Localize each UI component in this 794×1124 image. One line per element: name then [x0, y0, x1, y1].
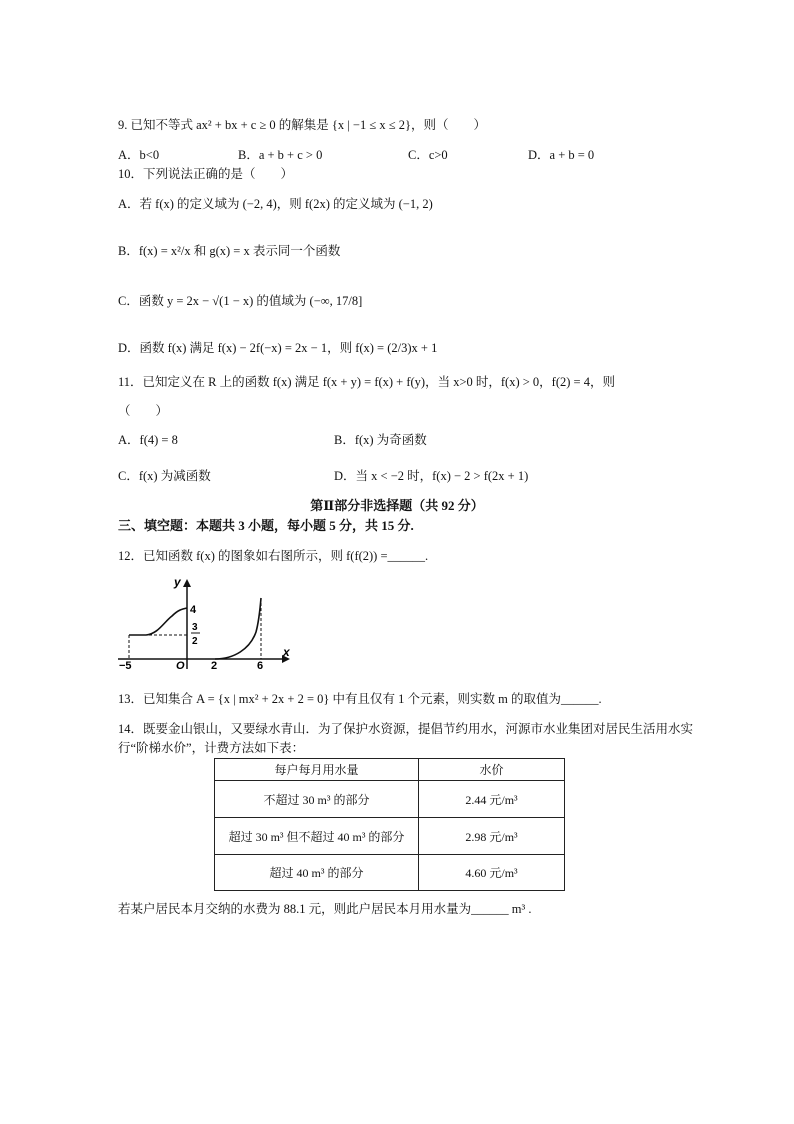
section3-title: 三、填空题：本题共 3 小题，每小题 5 分，共 15 分.	[118, 518, 414, 533]
y-label: y	[174, 575, 181, 589]
table-row	[215, 818, 565, 855]
table-cell: 超过 30 m³ 但不超过 40 m³ 的部分	[215, 818, 419, 855]
q13-stem: 13．已知集合 A = {x | mx² + 2x + 2 = 0} 中有且仅有 1 个元素，则实数 m 的取值为______.	[118, 692, 602, 706]
table-row	[215, 855, 565, 891]
q12-stem: 12．已知函数 f(x) 的图象如右图所示，则 f(f(2)) =______.	[118, 549, 429, 563]
table-header: 每户每月用水量	[215, 759, 419, 781]
q9-option-d: D．a + b = 0	[528, 148, 595, 162]
table-header-row	[215, 759, 565, 781]
q9-option-b: B．a + b + c > 0	[238, 148, 323, 162]
origin-label: O	[176, 660, 185, 670]
q11-option-c: C．f(x) 为减函数	[118, 469, 211, 483]
label-4: 4	[190, 604, 197, 616]
table-cell: 不超过 30 m³ 的部分	[215, 781, 419, 818]
table-cell: 2.98 元/m³	[419, 818, 565, 855]
tick-6: 6	[257, 660, 264, 670]
tick-minus5: −5	[119, 660, 132, 670]
q14-line1: 14．既要金山银山，又要绿水青山．为了保护水资源，提倡节约用水，河源市水业集团对居民生活用水实	[118, 722, 694, 736]
water-price-table	[214, 758, 565, 891]
q14-line2: 行“阶梯水价”，计费方法如下表：	[118, 741, 305, 755]
left-curve	[129, 608, 187, 635]
label-3-2-denominator: 2	[192, 636, 198, 647]
q10-stem: 10．下列说法正确的是（ ）	[118, 167, 294, 181]
q14-after: 若某户居民本月交纳的水费为 88.1 元，则此户居民本月用水量为______ m³ .	[118, 902, 532, 916]
tick-2: 2	[211, 660, 218, 670]
q11-option-a: A．f(4) = 8	[118, 433, 178, 447]
q10-option-b: B．f(x) = x²/x 和 g(x) = x 表示同一个函数	[118, 244, 341, 258]
table-header: 水价	[419, 759, 565, 781]
q10-option-a: A．若 f(x) 的定义域为 (−2, 4)，则 f(2x) 的定义域为 (−1, 2)	[118, 197, 433, 211]
table-row	[215, 781, 565, 818]
q11-option-d: D．当 x < −2 时，f(x) − 2 > f(2x + 1)	[334, 469, 529, 483]
q10-option-d: D．函数 f(x) 满足 f(x) − 2f(−x) = 2x − 1，则 f(x) = (2/3)x + 1	[118, 341, 438, 355]
table-cell: 4.60 元/m³	[419, 855, 565, 891]
right-curve	[215, 598, 261, 659]
table-cell: 2.44 元/m³	[419, 781, 565, 818]
label-3-2-numerator: 3	[192, 622, 198, 633]
y-axis-arrow	[183, 579, 191, 587]
x-label: x	[283, 645, 290, 659]
q11-stem: 11．已知定义在 R 上的函数 f(x) 满足 f(x + y) = f(x) + f(y)，当 x>0 时，f(x) > 0，f(2) = 4，则	[118, 375, 615, 389]
function-graph	[116, 574, 296, 670]
q9-option-a: A．b<0	[118, 148, 160, 162]
q9-stem: 9. 已知不等式 ax² + bx + c ≥ 0 的解集是 {x | −1 ≤ x ≤ 2}，则（ ）	[118, 118, 486, 132]
q10-option-c: C．函数 y = 2x − √(1 − x) 的值域为 (−∞, 17/8]	[118, 294, 363, 308]
q9-option-c: C．c>0	[408, 148, 448, 162]
q11-stem-continued: （ ）	[118, 404, 169, 418]
q11-option-b: B．f(x) 为奇函数	[334, 433, 427, 447]
table-cell: 超过 40 m³ 的部分	[215, 855, 419, 891]
part2-title: 第Ⅱ部分非选择题（共 92 分）	[310, 498, 484, 513]
